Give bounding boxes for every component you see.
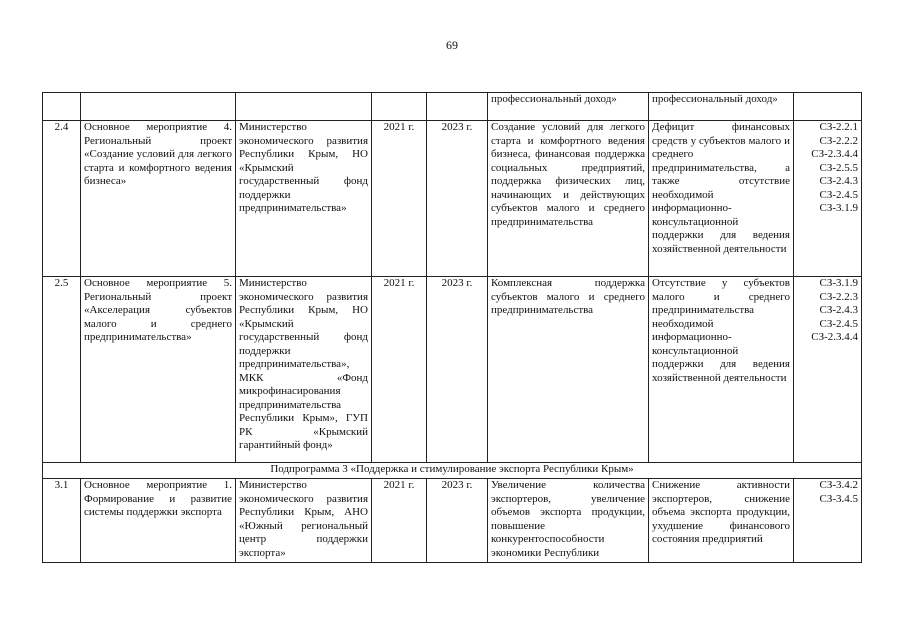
indicator-codes [794, 479, 862, 563]
risk-consequence: Снижение активности экспортеров, снижение объема экспорта продукции, ухудшение финансового состояния предприятий [649, 479, 794, 563]
risk-consequence: Дефицит финансовых средств у субъектов малого и среднего предпринимательства, а также отсутствие необходимой информационно-консультационной поддержки для ведения хозяйственной деятельности [649, 121, 794, 277]
start-year: 2021 г. [372, 479, 427, 563]
indicator-code: СЗ-3.1.9 [819, 277, 858, 289]
indicator-code: СЗ-2.4.3 [819, 175, 858, 187]
risk-consequence: Отсутствие у субъектов малого и среднего предпринимательства необходимой информационно-консультационной поддержки для ведения хозяйственной деятельности [649, 277, 794, 463]
indicator-code: СЗ-2.2.2 [819, 134, 858, 147]
table-row [43, 121, 862, 277]
expected-result: Комплексная поддержка субъектов малого и среднего предпринимательства [488, 277, 649, 463]
indicator-code: СЗ-2.2.3 [819, 290, 858, 303]
measure-name: Основное мероприятие 4. Региональный проект «Создание условий для легкого старта и комфортного ведения бизнеса» [81, 121, 236, 277]
indicator-code: СЗ-2.4.5 [819, 188, 858, 201]
table-row [43, 277, 862, 463]
cell-risk: профессиональный доход» [649, 93, 794, 121]
cell-executor [236, 93, 372, 121]
cell-end [427, 93, 488, 121]
indicator-codes [794, 121, 862, 277]
indicator-codes [794, 277, 862, 463]
cell-result: профессиональный доход» [488, 93, 649, 121]
expected-result: Увеличение количества экспортеров, увеличение объемов экспорта продукции, повышение конкурентоспособности экономики Республики [488, 479, 649, 563]
subprogram-row [43, 463, 862, 479]
executor: Министерство экономического развития Республики Крым, АНО «Южный региональный центр поддержки экспорта» [236, 479, 372, 563]
subprogram-title: Подпрограмма 3 «Поддержка и стимулирование экспорта Республики Крым» [43, 463, 862, 479]
row-number: 3.1 [43, 479, 81, 563]
indicator-code: СЗ-2.2.1 [819, 121, 858, 133]
end-year: 2023 г. [427, 277, 488, 463]
table-row [43, 479, 862, 563]
measure-name: Основное мероприятие 1. Формирование и развитие системы поддержки экспорта [81, 479, 236, 563]
executor: Министерство экономического развития Республики Крым, НО «Крымский государственный фонд поддержки предпринимательства», МКК «Фонд микрофинасирования предпринимательства Республики Крым», ГУП РК «Крымский гарантийный фонд» [236, 277, 372, 463]
end-year: 2023 г. [427, 479, 488, 563]
page-number: 69 [446, 38, 458, 52]
cell-name [81, 93, 236, 121]
indicator-code: СЗ-2.5.5 [819, 161, 858, 174]
start-year: 2021 г. [372, 121, 427, 277]
indicator-code: СЗ-3.4.5 [819, 492, 858, 505]
executor: Министерство экономического развития Республики Крым, НО «Крымский государственный фонд поддержки предпринимательства» [236, 121, 372, 277]
row-number: 2.4 [43, 121, 81, 277]
indicator-code: СЗ-2.3.4.4 [811, 148, 858, 160]
indicator-code: СЗ-2.4.3 [819, 304, 858, 316]
indicator-code: СЗ-2.3.4.4 [811, 331, 858, 343]
cell-codes [794, 93, 862, 121]
measure-name: Основное мероприятие 5. Региональный проект «Акселерация субъектов малого и среднего предпринимательства» [81, 277, 236, 463]
cell-num [43, 93, 81, 121]
cell-start [372, 93, 427, 121]
indicator-code: СЗ-2.4.5 [819, 317, 858, 330]
start-year: 2021 г. [372, 277, 427, 463]
measures-table [42, 92, 862, 563]
expected-result: Создание условий для легкого старта и комфортного ведения бизнеса, финансовая поддержка социальных предприятий, поддержка физических лиц, начинающих и действующих субъектов малого и среднего предпринимательства [488, 121, 649, 277]
continuation-row [43, 93, 862, 121]
row-number: 2.5 [43, 277, 81, 463]
end-year: 2023 г. [427, 121, 488, 277]
indicator-code: СЗ-3.1.9 [819, 202, 858, 214]
indicator-code: СЗ-3.4.2 [819, 479, 858, 491]
